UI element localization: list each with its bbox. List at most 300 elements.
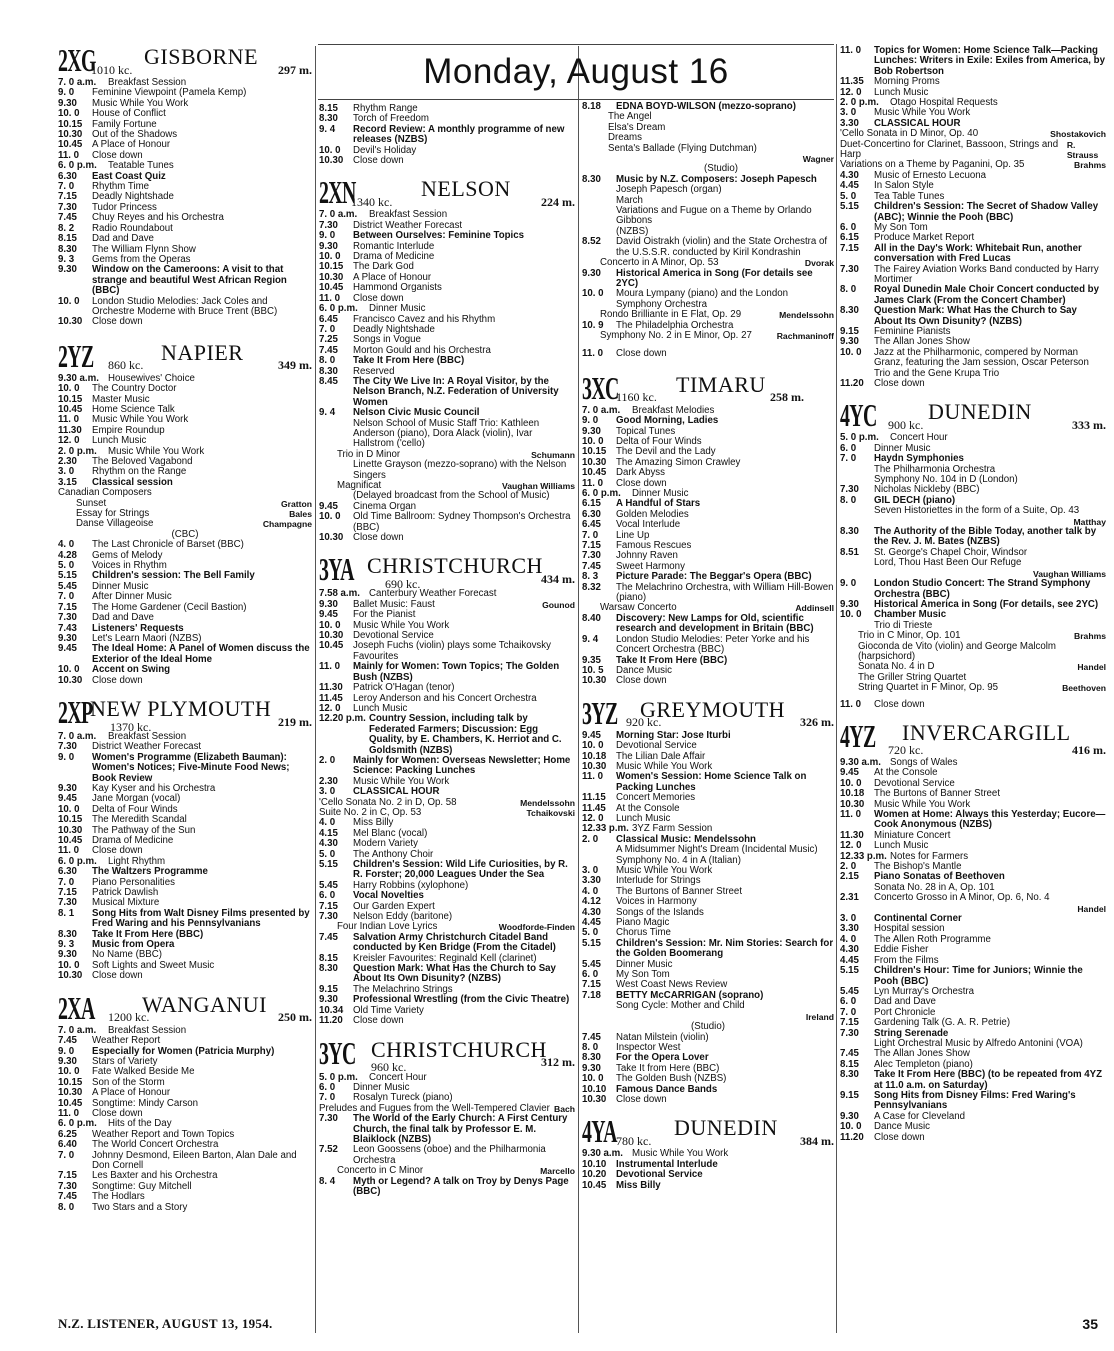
programme-title: The Beloved Vagabond	[92, 456, 193, 467]
programme-time: 8.45	[319, 375, 338, 387]
programme-title: Breakfast Session	[108, 77, 187, 88]
programme-title: District Weather Forecast	[92, 741, 202, 753]
programme-title: Gardening Talk (G. A. R. Petrie)	[874, 1017, 1011, 1029]
station-frequency: 780 kc.	[616, 1133, 652, 1148]
programme-time: 7.15	[319, 900, 338, 912]
station-city: NELSON	[421, 176, 511, 202]
work-title: Magnificat	[337, 480, 382, 491]
programme-time: 8. 0	[582, 1041, 599, 1053]
composer: Gounod	[542, 599, 575, 610]
programme-title: Close down	[92, 149, 143, 161]
programme-time: 11.20	[840, 1131, 864, 1143]
programme-time: 10.30	[582, 456, 607, 468]
programme-title: The Golden Bush (NZBS)	[616, 1073, 727, 1085]
programme-row	[58, 1203, 312, 1213]
programme-title: Piano Magic	[616, 917, 670, 929]
programme-time: 7. 0 a.m.	[58, 77, 97, 88]
programme-list	[319, 1177, 575, 1198]
programme-time: 8.40	[582, 612, 601, 624]
programme-row	[840, 1091, 1106, 1112]
programme-list	[58, 732, 312, 982]
programme-time: 4. 0	[58, 539, 75, 551]
programme-time: 7.15	[840, 1017, 859, 1029]
programme-time: 5. 0 p.m.	[840, 432, 879, 444]
programme-time: 6. 0	[840, 221, 857, 233]
programme-title: Feminine Viewpoint (Pamela Kemp)	[92, 87, 247, 99]
programme-time: 7.30	[840, 484, 859, 496]
programme-time: 11. 0	[840, 45, 862, 56]
programme-time: 10. 0	[582, 288, 604, 300]
composer: Handel	[1077, 903, 1106, 914]
programme-time: 7.45	[582, 560, 601, 572]
programme-row	[319, 641, 575, 662]
programme-row	[58, 234, 312, 244]
programme-row	[582, 416, 834, 426]
programme-title: Nelson Civic Music Council	[353, 407, 480, 419]
programme-time: 6. 0 p.m.	[58, 855, 97, 867]
programme-row	[582, 1181, 834, 1191]
programme-title: Joseph Fuchs (violin) plays some Tchaikovsky Favourites	[353, 640, 551, 662]
programme-row	[840, 1133, 1106, 1143]
programme-time: 7. 0	[840, 453, 857, 465]
programme-title: Morton Gould and his Orchestra	[353, 344, 491, 356]
programme-title: Nicholas Nickleby (BBC)	[874, 484, 980, 496]
programme-time: 9.30	[58, 632, 77, 644]
programme-row	[840, 285, 1106, 306]
programme-title: Lyn Murray's Orchestra	[874, 985, 975, 997]
programme-row	[319, 683, 575, 693]
programme-title: Modern Variety	[353, 838, 418, 850]
column-rule	[836, 44, 837, 1333]
programme-list	[58, 78, 312, 328]
programme-list	[840, 579, 1106, 631]
work-title: Trio in D Minor	[337, 448, 401, 460]
programme-title: Music While You Work	[108, 445, 205, 457]
programme-title: Myth or Legend? A talk on Troy by Denys Page (BBC)	[353, 1175, 569, 1197]
programme-title: Window on the Cameroons: A visit to that strange and beautiful West African Region (BBC)	[92, 264, 287, 297]
programme-list	[582, 614, 834, 687]
programme-title: Women's Programme (Elizabeth Bauman): Women's Notices; Five-Minute Food News; Book Review	[92, 751, 290, 784]
programme-title: Songs of the Islands	[616, 906, 704, 918]
programme-list	[58, 374, 312, 488]
programme-time: 10.15	[58, 814, 83, 826]
programme-title: Take It from Here (BBC)	[616, 1062, 720, 1074]
programme-time: 7. 0	[319, 1092, 336, 1104]
programme-time	[319, 460, 353, 481]
programme-time: 8.30	[58, 243, 77, 255]
song-title: The Angel	[608, 111, 652, 123]
programme-title: Women at Home: Always this Yesterday; Eucore—Cook Anonymous (NZBS)	[874, 809, 1106, 831]
programme-time: 12. 0	[582, 812, 604, 824]
work-title: Gioconda de Vito (violin) and George Malcolm (harpsichord)	[858, 640, 1056, 662]
programme-time: 8. 0	[58, 1201, 75, 1213]
programme-time: 10. 9	[582, 319, 604, 331]
programme-title: A Handful of Stars	[616, 498, 701, 510]
station-call-sign: 3XC	[582, 369, 619, 406]
station-call-sign: 2YZ	[58, 337, 94, 374]
programme-credit: (Studio)	[691, 1021, 725, 1033]
programme-title: House of Conflict	[92, 108, 166, 120]
station-wavelength: 416 m.	[1072, 742, 1106, 757]
programme-title: Teatable Tunes	[108, 160, 174, 172]
programme-title: Housewives' Choice	[108, 372, 195, 384]
station-call-sign: 2XP	[58, 693, 93, 730]
programme-title: Morning Star: Jose Iturbi	[616, 729, 731, 741]
work-row	[858, 631, 1106, 641]
column-3	[582, 98, 834, 1191]
programme-title: Leon Goossens (oboe) and the Philharmonia Orchestra	[353, 1144, 546, 1166]
works-list	[319, 798, 575, 819]
programme-title: At the Console	[874, 767, 938, 779]
programme-title: Famous Dance Bands	[616, 1083, 718, 1095]
programme-title: District Weather Forecast	[353, 219, 463, 231]
station-wavelength: 349 m.	[278, 358, 312, 373]
station-frequency: 1010 kc.	[91, 62, 133, 77]
programme-row	[840, 810, 1106, 831]
programme-row	[319, 408, 575, 418]
programme-title: From the Films	[874, 954, 939, 966]
programme-time: 8.30	[58, 928, 77, 940]
composer: Schumann	[531, 449, 575, 460]
programme-time: 9.45	[582, 729, 601, 741]
station-header-4ya	[582, 1113, 834, 1150]
programme-title: CLASSICAL HOUR	[353, 786, 440, 798]
programme-time: 8.30	[840, 305, 859, 317]
programme-time: 11. 0	[582, 348, 604, 360]
programme-list	[582, 1149, 834, 1191]
programme-title: Home Science Talk	[92, 403, 175, 415]
programme-time: 8.18	[582, 101, 601, 112]
programme-time: 10. 0	[58, 959, 80, 971]
programme-time: 6. 0 p.m.	[58, 160, 97, 172]
programme-title: Dinner Music	[632, 488, 689, 499]
programme-title: Piano Personalities	[92, 876, 175, 888]
programme-title: Moura Lympany (piano) and the London Symphony Orchestra	[616, 288, 788, 310]
programme-time: 9.30 a.m.	[582, 1148, 623, 1160]
programme-title: London Studio Melodies: Jack Coles and Orchestre Moderne with Bruce Trent (BBC)	[92, 295, 278, 317]
programme-title: Picture Parade: The Beggar's Opera (BBC)	[616, 571, 812, 583]
programme-time: 7.45	[58, 1035, 77, 1047]
programme-title: Children's Session: Wild Life Curiosities, by R. R. Forster; 20,000 Leagues Under the Sea	[353, 859, 568, 881]
programme-time: 7.30	[319, 911, 338, 923]
programme-row	[582, 772, 834, 793]
programme-title: Record Review: A monthly programme of new releases (NZBS)	[353, 123, 565, 146]
station-call-sign: 4YC	[840, 397, 877, 434]
programme-time: 11. 0	[58, 845, 80, 857]
programme-row	[582, 939, 834, 960]
programme-time: 10. 0	[58, 664, 80, 676]
programme-title: Miniature Concert	[874, 829, 951, 841]
programme-title: Listeners' Requests	[92, 622, 184, 634]
programme-title: Rhythm Range	[353, 103, 418, 114]
programme-title: Salvation Army Christchurch Citadel Band conducted by Ken Bridge (From the Citadel)	[353, 931, 556, 954]
programme-title: Close down	[616, 348, 667, 360]
programme-row	[58, 971, 312, 981]
programme-title: The Dark God	[353, 261, 414, 273]
programme-time: 7.30	[319, 1113, 338, 1125]
programme-time: 12. 0	[58, 435, 80, 447]
programme-title: Symphony No. 4 in A (Italian)	[616, 854, 741, 866]
programme-time: 11.30	[319, 682, 343, 694]
programme-title: Mainly for Women: Overseas Newsletter; Home Science: Packing Lunches	[353, 754, 571, 777]
programme-time: 10.45	[58, 139, 83, 151]
programme-time	[582, 845, 616, 855]
programme-title: Delta of Four Winds	[616, 435, 702, 447]
composer: Matthay	[1073, 516, 1106, 527]
programme-time: 9.30 a.m.	[58, 372, 99, 384]
programme-time: 10.34	[319, 1004, 344, 1016]
programme-time: 7.45	[582, 1031, 601, 1043]
station-city: NEW PLYMOUTH	[90, 695, 272, 721]
programme-time: 7.45	[58, 1191, 77, 1203]
programme-title: At the Console	[616, 802, 680, 814]
programme-title: Discovery: New Lamps for Old, scientific research and development in Britain (BBC)	[616, 612, 814, 635]
programme-title: Seven Historiettes in the form of a Suite, Op. 43	[874, 505, 1080, 517]
work-title: Danse Villageoise	[76, 518, 154, 530]
programme-title: Alec Templeton (piano)	[874, 1058, 973, 1070]
composer: Beethoven	[1062, 683, 1106, 694]
programme-title: Drama of Medicine	[353, 251, 435, 263]
programme-time: 3. 0	[58, 466, 75, 478]
works-list	[840, 129, 1106, 171]
programme-time: 5.15	[582, 937, 601, 949]
programme-row	[319, 377, 575, 408]
programme-title: The Melachrino Strings	[353, 983, 453, 995]
programme-title: Two Stars and a Story	[92, 1201, 188, 1213]
programme-time: 10.30	[58, 316, 83, 328]
programme-time: 4.30	[840, 169, 859, 181]
programme-title: Dinner Music	[616, 958, 673, 970]
programme-row	[840, 966, 1106, 987]
programme-row	[319, 1114, 575, 1145]
programme-list	[582, 731, 834, 1012]
programme-title: Close down	[353, 292, 404, 304]
programme-title: Children's Hour: Time for Juniors; Winnie the Pooh (BBC)	[874, 965, 1083, 987]
programme-time: 11.30	[840, 829, 864, 841]
programme-title: Nelson School of Music Staff Trio: Kathleen Anderson (piano), Dora Alack (violin), Ivar Hallstrom ('cello)	[353, 417, 540, 450]
work-title: 'Cello Sonata in D Minor, Op. 40	[840, 128, 979, 140]
programme-time: 9.30	[58, 949, 77, 961]
programme-title: Take It From Here (BBC)	[92, 928, 204, 940]
station-wavelength: 326 m.	[800, 715, 834, 730]
programme-title: The Bishop's Mantle	[874, 861, 962, 873]
programme-title: Devotional Service	[874, 777, 955, 789]
programme-time: 10. 0	[840, 346, 862, 358]
composer: Marcello	[540, 1166, 575, 1177]
programme-title: Close down	[92, 316, 143, 328]
programme-title: Natan Milstein (violin)	[616, 1031, 709, 1043]
station-header-3yc	[319, 1034, 575, 1075]
programme-row	[582, 1095, 834, 1105]
programme-title: Miss Billy	[353, 817, 394, 829]
composer: Rachmaninoff	[776, 330, 834, 341]
programme-title: Lunch Music	[353, 702, 408, 714]
programme-time: 6. 0	[840, 996, 857, 1008]
programme-title: The Philadelphia Orchestra	[616, 319, 734, 331]
programme-time: 12.20 p.m.	[319, 713, 366, 725]
programme-title: The Allan Jones Show	[874, 336, 970, 348]
programme-time: 7.58 a.m.	[319, 588, 360, 600]
composer: Shostakovich	[1050, 129, 1106, 140]
programme-title: Classical Music: Mendelssohn	[616, 833, 756, 845]
programme-title: Lord, Thou Hast Been Our Refuge	[874, 557, 1022, 569]
programme-title: My Son Tom	[874, 221, 928, 233]
work-title: Preludes and Fugues from the Well-Tempered Clavier	[319, 1102, 550, 1114]
programme-time	[319, 419, 353, 450]
programme-title: Golden Melodies	[616, 508, 689, 520]
programme-time	[840, 465, 874, 475]
programme-row	[319, 125, 575, 146]
programme-time: 7.52	[319, 1144, 338, 1156]
programme-title: Music of Ernesto Lecuona	[874, 169, 987, 181]
programme-time: 4. 0	[319, 817, 336, 829]
programme-time: 10. 0	[582, 435, 604, 447]
programme-row	[319, 304, 575, 314]
programme-title: Feminine Pianists	[874, 325, 951, 337]
station-wavelength: 384 m.	[800, 1133, 834, 1148]
programme-row	[582, 583, 834, 604]
programme-row	[582, 269, 834, 290]
programme-time: 2.30	[319, 775, 338, 787]
programme-time: 7.43	[58, 622, 77, 634]
station-header-4yz	[840, 717, 1106, 757]
programme-title: Port Chronicle	[874, 1006, 936, 1018]
station-city: DUNEDIN	[928, 399, 1032, 425]
programme-title: Kay Kyser and his Orchestra	[92, 782, 216, 794]
programme-time: 2.30	[58, 456, 77, 467]
programme-title: The Country Doctor	[92, 383, 177, 395]
programme-time: 10.30	[582, 675, 607, 687]
programme-time: 5.15	[840, 965, 859, 977]
programme-title: The Allan Jones Show	[874, 1048, 970, 1060]
publication-footer: N.Z. LISTENER, AUGUST 13, 1954.	[58, 1316, 273, 1331]
programme-time: 10.45	[58, 403, 83, 415]
programme-time: 6.30	[58, 866, 77, 878]
programme-title: Classical session	[92, 476, 173, 488]
programme-title: Country Session, including talk by Federated Farmers; Discussion: Egg Quality, by E. Chambers, K. Herriot and C. Goldsmith (NZBS)	[369, 713, 562, 756]
programme-list	[58, 540, 312, 686]
programme-time: 9.30	[840, 1110, 859, 1122]
programme-title: Music from Opera	[92, 939, 175, 951]
programme-time: 4.12	[582, 896, 601, 908]
programme-time: 9.30	[58, 1055, 77, 1067]
programme-title: Close down	[353, 1015, 404, 1027]
programme-title: Reserved	[353, 365, 395, 377]
programme-title: The Home Gardener (Cecil Bastion)	[92, 601, 247, 613]
programme-time: 5.15	[319, 859, 338, 870]
programme-title: Variations and Fugue on a Theme by Orlando Gibbons	[616, 205, 812, 227]
programme-title: Chamber Music	[874, 609, 947, 621]
programme-time: 7.15	[582, 979, 601, 991]
programme-time: 9.45	[58, 643, 77, 655]
programme-row	[840, 46, 1106, 77]
page-title: Monday, August 16	[318, 44, 834, 100]
programme-title: CLASSICAL HOUR	[874, 117, 961, 129]
programme-credit: (Studio)	[704, 163, 738, 175]
programme-title: Continental Corner	[874, 913, 962, 925]
programme-row	[840, 558, 1106, 568]
composer	[1102, 673, 1106, 683]
programme-time: 7. 0 a.m.	[319, 209, 358, 221]
programme-time: 8.15	[319, 103, 338, 114]
programme-time: 7.30	[58, 612, 77, 624]
programme-time: 2.31	[840, 892, 859, 904]
programme-time: 4.45	[840, 954, 859, 966]
programme-title: Breakfast Session	[369, 209, 448, 221]
programme-time: 4.30	[840, 944, 859, 956]
programme-time: 8.15	[58, 233, 77, 245]
programme-time	[840, 506, 874, 516]
programme-title: Johnny Desmond, Eileen Barton, Alan Dale and Don Cornell	[92, 1149, 297, 1171]
programme-title: Music While You Work	[92, 414, 189, 426]
programme-title: Take It From Here (BBC)	[353, 355, 465, 367]
programme-time: 7.30	[319, 219, 338, 231]
programme-title: Kreisler Favourites: Reginald Kell (clarinet)	[353, 952, 537, 964]
programme-title: The Anthony Choir	[353, 848, 434, 860]
programme-time	[582, 206, 616, 227]
programme-title: Lunch Music	[92, 435, 147, 447]
programme-title: Lunch Music	[616, 812, 671, 824]
programme-time: 4.30	[319, 838, 338, 850]
programme-time: 11. 0	[319, 292, 341, 304]
works-list	[319, 1166, 575, 1176]
programme-time: 7.15	[582, 540, 601, 552]
programme-title: Close down	[874, 698, 925, 710]
song-title: Elsa's Dream	[608, 121, 666, 133]
programme-title: Drama of Medicine	[92, 835, 174, 846]
programme-time: 11.15	[582, 792, 606, 804]
programme-title: Professional Wrestling (from the Civic Theatre)	[353, 994, 570, 1006]
programme-time: 9.30	[319, 994, 338, 1006]
programme-title: Light Rhythm	[108, 855, 166, 867]
programme-list	[840, 46, 1106, 129]
station-wavelength: 258 m.	[770, 390, 804, 405]
programme-time: 7. 0	[840, 1006, 857, 1018]
programme-time: 8.52	[582, 236, 601, 248]
programme-title: Historical America in Song (For details, see 2YC)	[874, 598, 1099, 610]
programme-row	[582, 614, 834, 635]
programme-time: 7.45	[58, 212, 77, 224]
programme-title: East Coast Quiz	[92, 170, 166, 182]
programme-time: 8.30	[582, 173, 601, 185]
song-items	[608, 112, 834, 154]
programme-row	[840, 700, 1106, 710]
programme-time: 7.30	[58, 741, 77, 753]
composer: Bales	[289, 509, 312, 520]
programme-row	[582, 237, 834, 258]
programme-time: 4.28	[58, 549, 77, 561]
programme-title: St. George's Chapel Choir, Windsor	[874, 546, 1028, 558]
programme-row	[319, 714, 575, 756]
programme-time: 11. 0	[582, 477, 604, 489]
programme-time: 5. 0	[582, 927, 599, 939]
work-title: Rondo Brilliante in E Flat, Op. 29	[600, 309, 742, 321]
programme-title: 3YZ Farm Session	[632, 823, 713, 835]
programme-title: Close down	[874, 378, 925, 389]
programme-row	[582, 1001, 834, 1011]
programme-row	[58, 384, 312, 394]
programme-list	[58, 1026, 312, 1213]
programme-title: After Dinner Music	[92, 591, 172, 603]
work-row	[600, 331, 834, 341]
composer: R. Strauss	[1066, 139, 1099, 161]
programme-title: Jazz at the Philharmonic, compered by Norman Granz, featuring the Jam session, Oscar Peterson Trio and the Gene Krupa Trio	[874, 346, 1089, 379]
programme-time: 7.25	[319, 334, 338, 346]
programme-time: 7.45	[840, 1048, 859, 1060]
work-title: Concerto in C Minor	[337, 1165, 424, 1177]
programme-title: The Ideal Home: A Panel of Women discuss the Exterior of the Ideal Home	[92, 643, 310, 665]
programme-title: West Coast News Review	[616, 979, 728, 991]
